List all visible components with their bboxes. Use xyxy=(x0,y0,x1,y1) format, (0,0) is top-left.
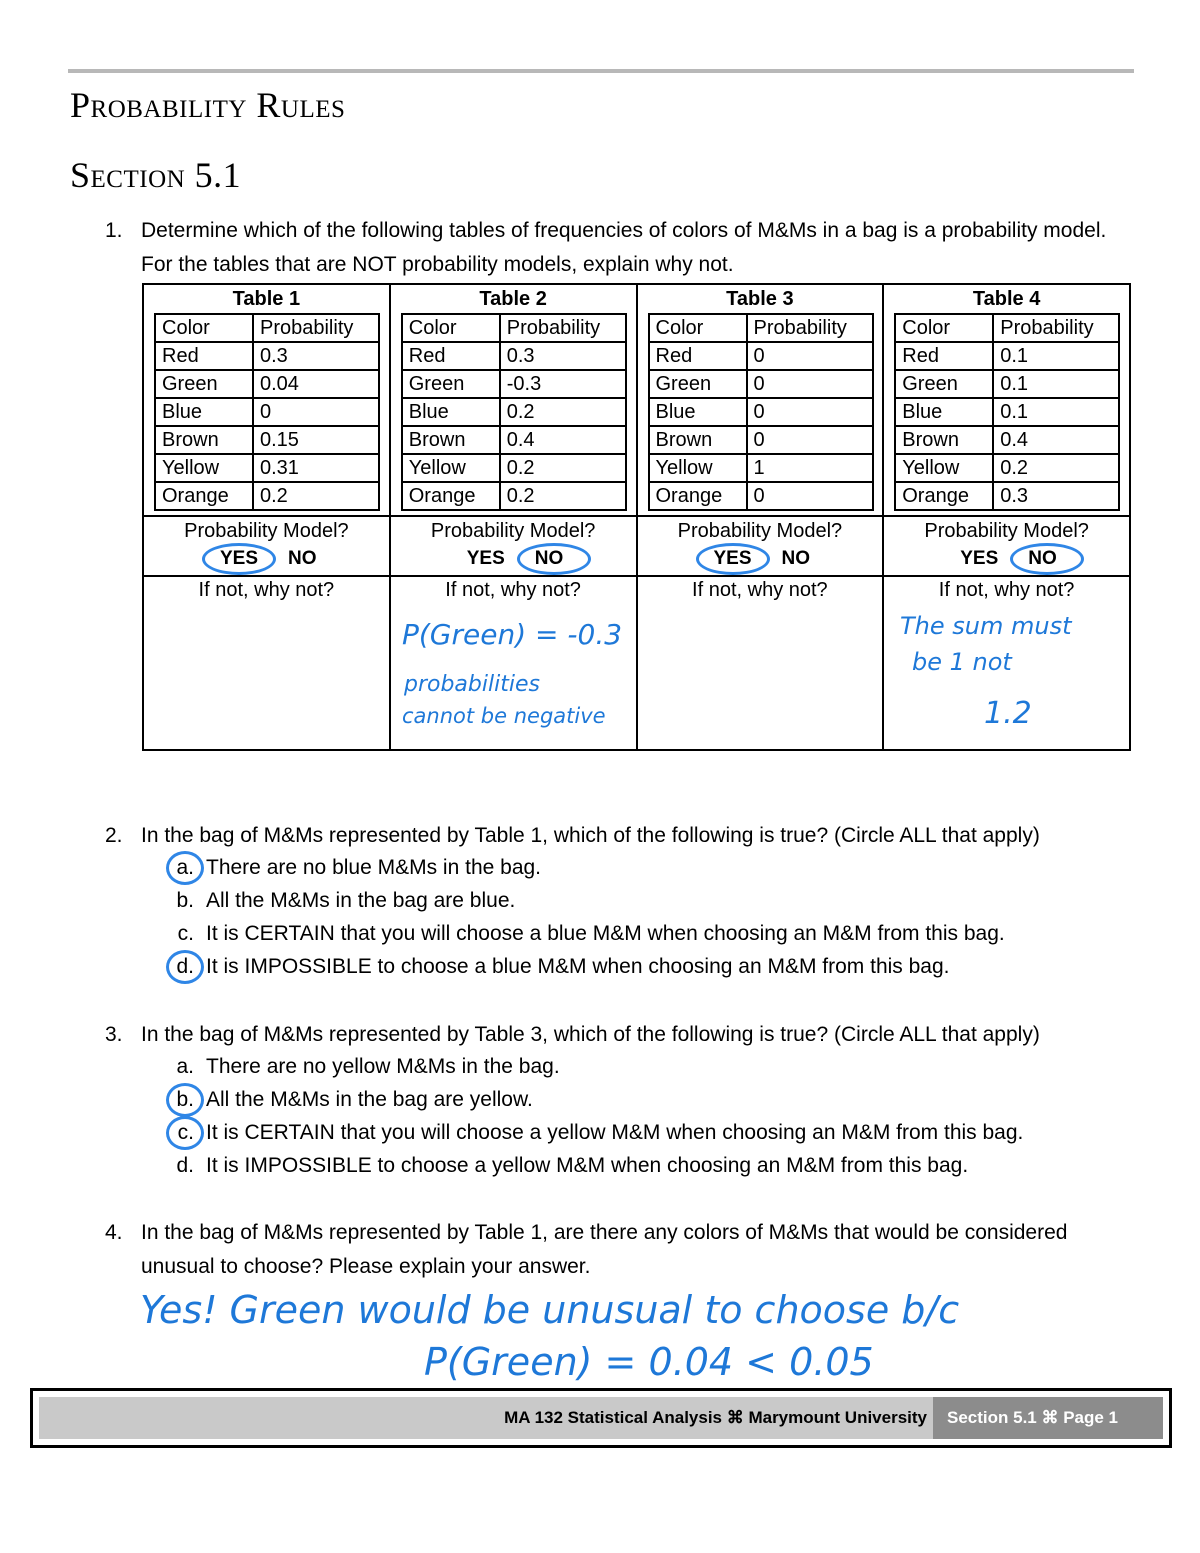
color-cell: Blue xyxy=(155,398,253,426)
table-row xyxy=(402,370,626,398)
footer-page: Section 5.1 ⌘ Page 1 xyxy=(933,1397,1163,1439)
probability-table xyxy=(648,313,874,511)
option-label: a. xyxy=(176,856,194,879)
table-2 xyxy=(390,284,637,516)
option-label: d. xyxy=(176,1154,194,1177)
option-text: It is IMPOSSIBLE to choose a blue M&M when choosing an M&M from this bag. xyxy=(206,955,950,978)
color-cell: Blue xyxy=(402,398,500,426)
table-row xyxy=(649,398,873,426)
table-row xyxy=(649,454,873,482)
page-footer xyxy=(30,1388,1172,1448)
probability-model-cell xyxy=(637,516,884,576)
no-option: NO xyxy=(781,548,810,569)
color-cell: Yellow xyxy=(155,454,253,482)
probability-cell: 0 xyxy=(747,398,873,426)
probability-cell: 0.1 xyxy=(993,398,1119,426)
handwritten-answer-q4-line1: Yes! Green would be unusual to choose b/c xyxy=(140,1288,960,1332)
table-row xyxy=(895,482,1119,510)
table-row xyxy=(649,426,873,454)
question-text: In the bag of M&Ms represented by Table 1, which of the following is true? (Circle ALL that apply) xyxy=(141,824,1040,847)
probability-model-label: Probability Model? xyxy=(430,520,596,542)
probability-cell: 0.3 xyxy=(500,342,626,370)
color-cell: Brown xyxy=(402,426,500,454)
color-cell: Green xyxy=(155,370,253,398)
table-header-row xyxy=(402,314,626,342)
why-not-label: If not, why not? xyxy=(445,579,581,601)
answer-circle xyxy=(696,543,770,575)
color-cell: Red xyxy=(155,342,253,370)
color-cell: Brown xyxy=(649,426,747,454)
option-label: c. xyxy=(177,922,194,945)
probability-cell: 0.4 xyxy=(993,426,1119,454)
table-row xyxy=(155,454,379,482)
column-header-probability: Probability xyxy=(253,314,379,342)
color-cell: Orange xyxy=(402,482,500,510)
color-cell: Brown xyxy=(895,426,993,454)
table-row xyxy=(649,342,873,370)
footer-bar xyxy=(39,1397,1163,1439)
handwritten-answer-table2-line1: P(Green) = -0.3 xyxy=(402,618,623,651)
section-title: Section 5.1 xyxy=(70,155,242,195)
table-1 xyxy=(143,284,390,516)
color-cell: Orange xyxy=(895,482,993,510)
table-row xyxy=(402,482,626,510)
option-label: b. xyxy=(176,889,194,912)
option-text: It is CERTAIN that you will choose a blue M&M when choosing an M&M from this bag. xyxy=(206,922,1005,945)
handwritten-answer-q4-line2: P(Green) = 0.04 < 0.05 xyxy=(424,1340,874,1384)
column-header-color: Color xyxy=(402,314,500,342)
handwritten-answer-table4-line1: The sum must xyxy=(900,612,1072,640)
option-label: a. xyxy=(176,1055,194,1078)
color-cell: Orange xyxy=(155,482,253,510)
option-text: All the M&Ms in the bag are blue. xyxy=(206,889,516,912)
table-header-row xyxy=(895,314,1119,342)
table-row xyxy=(155,482,379,510)
question-text: In the bag of M&Ms represented by Table 3, which of the following is true? (Circle ALL that apply) xyxy=(141,1023,1040,1046)
page-title: Probability Rules xyxy=(70,85,346,125)
question-text: In the bag of M&Ms represented by Table 1, are there any colors of M&Ms that would be considered unusual to choose? Please explain your answer. xyxy=(141,1221,1068,1278)
column-header-color: Color xyxy=(895,314,993,342)
option-label: b. xyxy=(176,1088,194,1111)
table-title: Table 1 xyxy=(232,288,301,310)
no-option: NO xyxy=(1028,548,1057,569)
color-cell: Green xyxy=(649,370,747,398)
probability-cell: 0 xyxy=(747,426,873,454)
option-text: There are no yellow M&Ms in the bag. xyxy=(206,1055,560,1078)
table-row xyxy=(895,370,1119,398)
column-header-color: Color xyxy=(649,314,747,342)
color-cell: Yellow xyxy=(402,454,500,482)
probability-table xyxy=(401,313,627,511)
color-cell: Red xyxy=(649,342,747,370)
probability-cell: 0 xyxy=(747,342,873,370)
answer-circle xyxy=(166,851,204,885)
option-text: There are no blue M&Ms in the bag. xyxy=(206,856,542,879)
handwritten-answer-table4-line2: be 1 not xyxy=(912,648,1012,676)
color-cell: Blue xyxy=(895,398,993,426)
question-text: Determine which of the following tables of frequencies of colors of M&Ms in a bag is a probability model. For the tables that are NOT probability models, explain why not. xyxy=(141,219,1107,276)
footer-course: MA 132 Statistical Analysis ⌘ Marymount University xyxy=(39,1397,933,1439)
answer-circle xyxy=(166,1116,204,1150)
table-3 xyxy=(637,284,884,516)
color-cell: Green xyxy=(402,370,500,398)
probability-cell: -0.3 xyxy=(500,370,626,398)
probability-cell: 0 xyxy=(253,398,379,426)
probability-table xyxy=(154,313,380,511)
probability-cell: 0.2 xyxy=(500,482,626,510)
color-cell: Green xyxy=(895,370,993,398)
question-number: 2. xyxy=(105,824,123,847)
probability-cell: 0.15 xyxy=(253,426,379,454)
table-header-row xyxy=(649,314,873,342)
table-title: Table 3 xyxy=(726,288,794,310)
probability-cell: 0.2 xyxy=(993,454,1119,482)
answer-circle xyxy=(1010,543,1084,575)
table-row xyxy=(895,398,1119,426)
yes-option: YES xyxy=(960,548,999,569)
table-row xyxy=(402,426,626,454)
column-header-probability: Probability xyxy=(500,314,626,342)
probability-cell: 0.2 xyxy=(253,482,379,510)
question-number: 3. xyxy=(105,1023,123,1046)
table-row xyxy=(402,342,626,370)
table-row xyxy=(895,454,1119,482)
probability-table xyxy=(894,313,1120,511)
column-header-probability: Probability xyxy=(747,314,873,342)
color-cell: Yellow xyxy=(649,454,747,482)
why-not-label: If not, why not? xyxy=(198,579,335,601)
option-text: All the M&Ms in the bag are yellow. xyxy=(206,1088,533,1111)
handwritten-answer-table2-line2: probabilities xyxy=(404,672,540,697)
probability-model-label: Probability Model? xyxy=(184,520,349,542)
color-cell: Blue xyxy=(649,398,747,426)
probability-model-cell xyxy=(883,516,1130,576)
why-not-label: If not, why not? xyxy=(692,579,828,601)
table-4 xyxy=(883,284,1130,516)
probability-cell: 0.3 xyxy=(253,342,379,370)
table-header-row xyxy=(155,314,379,342)
probability-cell: 0 xyxy=(747,370,873,398)
why-not-cell xyxy=(143,576,390,750)
probability-model-label: Probability Model? xyxy=(924,520,1089,542)
column-header-probability: Probability xyxy=(993,314,1119,342)
color-cell: Red xyxy=(895,342,993,370)
probability-cell: 0.1 xyxy=(993,342,1119,370)
table-title: Table 2 xyxy=(479,288,547,310)
yes-option: YES xyxy=(220,548,259,569)
probability-cell: 0.1 xyxy=(993,370,1119,398)
yes-option: YES xyxy=(713,548,752,569)
answer-circle xyxy=(166,950,204,984)
color-cell: Orange xyxy=(649,482,747,510)
table-row xyxy=(649,370,873,398)
color-cell: Yellow xyxy=(895,454,993,482)
handwritten-answer-table4-line3: 1.2 xyxy=(984,696,1032,731)
why-not-cell xyxy=(637,576,884,750)
color-cell: Red xyxy=(402,342,500,370)
table-row xyxy=(895,426,1119,454)
table-title: Table 4 xyxy=(972,288,1041,310)
table-row xyxy=(402,454,626,482)
probability-cell: 0.31 xyxy=(253,454,379,482)
option-text: It is CERTAIN that you will choose a yellow M&M when choosing an M&M from this bag. xyxy=(206,1121,1024,1144)
question-number: 4. xyxy=(105,1221,123,1244)
table-row xyxy=(155,342,379,370)
top-rule xyxy=(68,69,1134,73)
answer-circle xyxy=(517,543,591,575)
why-not-label: If not, why not? xyxy=(938,579,1075,601)
table-row xyxy=(155,398,379,426)
probability-cell: 0 xyxy=(747,482,873,510)
handwritten-answer-table2-line3: cannot be negative xyxy=(402,704,606,728)
option-label: c. xyxy=(177,1121,194,1144)
probability-model-label: Probability Model? xyxy=(677,520,843,542)
probability-tables xyxy=(142,283,1131,751)
table-row xyxy=(895,342,1119,370)
probability-model-cell xyxy=(390,516,637,576)
answer-circle xyxy=(166,1083,204,1117)
probability-model-cell xyxy=(143,516,390,576)
table-row xyxy=(402,398,626,426)
option-label: d. xyxy=(176,955,194,978)
probability-cell: 1 xyxy=(747,454,873,482)
table-row xyxy=(155,426,379,454)
probability-cell: 0.4 xyxy=(500,426,626,454)
probability-cell: 0.3 xyxy=(993,482,1119,510)
column-header-color: Color xyxy=(155,314,253,342)
no-option: NO xyxy=(534,548,564,569)
no-option: NO xyxy=(288,548,317,569)
probability-cell: 0.04 xyxy=(253,370,379,398)
table-row xyxy=(155,370,379,398)
table-row xyxy=(649,482,873,510)
color-cell: Brown xyxy=(155,426,253,454)
answer-circle xyxy=(202,543,276,575)
probability-cell: 0.2 xyxy=(500,454,626,482)
option-text: It is IMPOSSIBLE to choose a yellow M&M when choosing an M&M from this bag. xyxy=(206,1154,969,1177)
probability-cell: 0.2 xyxy=(500,398,626,426)
question-number: 1. xyxy=(105,219,123,242)
yes-option: YES xyxy=(466,548,505,569)
